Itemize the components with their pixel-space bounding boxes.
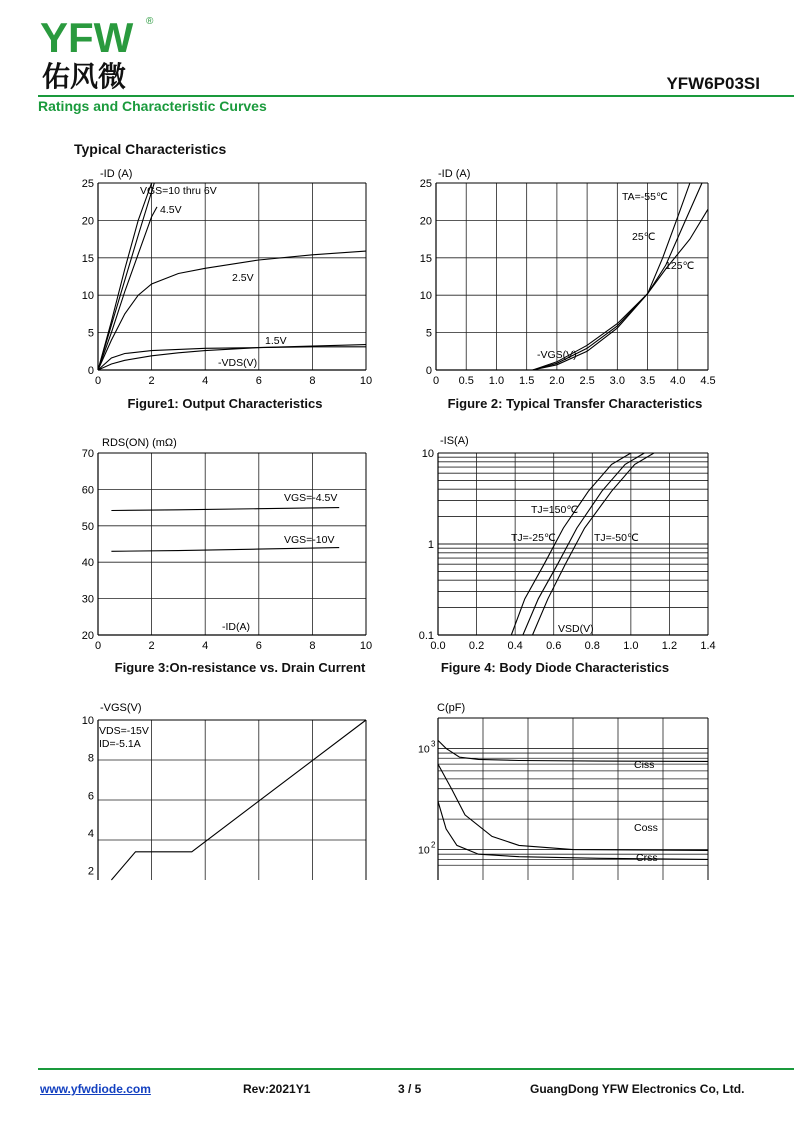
fig1-ylabel: -ID (A)	[100, 168, 133, 180]
fig2-xtick-label: 3.5	[639, 375, 656, 387]
fig5-ytick-label: 2	[87, 865, 94, 878]
fig5-ytick-label: 10	[81, 715, 94, 727]
fig6-label-c3: Crss	[636, 852, 658, 864]
fig1-xtick-label: 8	[309, 375, 316, 387]
fig1-label-c2: 4.5V	[160, 204, 182, 216]
fig1-ytick-label: 0	[87, 365, 94, 377]
fig3-label-c2: VGS=-10V	[284, 534, 335, 546]
part-number: YFW6P03SI	[666, 74, 760, 93]
fig2-label-c1: TA=-55℃	[622, 191, 668, 203]
fig2-xtick-label: 0	[432, 375, 440, 387]
fig1-xtick-label: 4	[202, 375, 209, 387]
fig3-series-0	[111, 508, 339, 511]
fig1-xtick-label: 0	[94, 375, 102, 387]
fig3-xtick-label: 2	[148, 640, 155, 652]
fig2-ytick-label: 20	[419, 215, 432, 228]
fig6-ytick-exponent: 2	[431, 840, 436, 850]
fig6-ytick-exponent: 3	[431, 739, 436, 749]
revision: Rev:2021Y1	[243, 1082, 311, 1096]
fig1-label-c3: 2.5V	[232, 272, 254, 284]
fig4-ylabel: -IS(A)	[440, 435, 469, 447]
fig4-label-c1: TJ=150℃	[531, 504, 579, 516]
fig3-xtick-label: 4	[202, 640, 209, 652]
fig6-label-c1: Ciss	[634, 759, 655, 771]
fig1-label-c4: 1.5V	[265, 335, 287, 347]
fig3-xtick-label: 0	[94, 640, 102, 652]
fig2-series-2	[533, 209, 708, 370]
fig1-xlabel: -VDS(V)	[218, 357, 258, 369]
fig1-label-c1: VGS=10 thru 6V	[140, 185, 217, 197]
fig6-ytick-label: 10	[418, 743, 430, 756]
fig3-ytick-label: 60	[81, 484, 94, 497]
fig3-ylabel: RDS(ON) (mΩ)	[102, 437, 177, 449]
fig3-xtick-label: 8	[309, 640, 316, 652]
fig3-ytick-label: 70	[81, 448, 94, 460]
fig1-ytick-label: 5	[87, 327, 94, 340]
fig3-xtick-label: 6	[255, 640, 262, 652]
fig2-ylabel: -ID (A)	[438, 168, 471, 180]
fig2-ytick-label: 10	[419, 290, 432, 303]
footer-rule	[38, 1068, 794, 1070]
fig3-xtick-label: 10	[359, 640, 373, 652]
fig3-label-c1: VGS=-4.5V	[284, 492, 338, 504]
fig1-ytick-label: 20	[81, 215, 94, 228]
fig1-xtick-label: 6	[255, 375, 262, 387]
fig3-ytick-label: 40	[81, 557, 94, 570]
fig1-ytick-label: 15	[81, 252, 94, 265]
fig2-caption: Figure 2: Typical Transfer Characteristics	[447, 396, 703, 411]
fig2-label-c3: 125℃	[665, 260, 695, 272]
fig2-xtick-label: 1.5	[519, 375, 535, 387]
fig2-xtick-label: 3.0	[609, 375, 625, 387]
fig3-series-1	[111, 548, 339, 552]
fig4-xtick-label: 1.2	[661, 640, 678, 652]
fig2-xtick-label: 0.5	[458, 375, 474, 387]
fig2-xtick-label: 2.0	[549, 375, 565, 387]
fig2-xtick-label: 4.0	[670, 375, 686, 387]
fig2-xtick-label: 2.5	[579, 375, 595, 387]
fig4-xtick-label: 0.2	[468, 640, 485, 652]
fig4-label-c2: TJ=-25℃	[511, 532, 556, 544]
fig3-xlabel: -ID(A)	[222, 621, 250, 633]
fig1-xtick-label: 10	[359, 375, 373, 387]
fig4-xtick-label: 1.4	[700, 640, 716, 652]
fig2-ytick-label: 15	[419, 252, 432, 265]
fig6-label-c2: Coss	[634, 822, 658, 834]
fig4-xtick-label: 0.6	[546, 640, 562, 652]
fig6-ylabel: C(pF)	[437, 702, 466, 714]
fig4-caption: Figure 4: Body Diode Characteristics	[440, 660, 670, 675]
fig4-xtick-label: 0.8	[584, 640, 600, 652]
fig2-ytick-label: 0	[425, 365, 432, 377]
fig3-ytick-label: 20	[81, 630, 94, 642]
logo-registered: ®	[146, 16, 154, 27]
fig1-caption: Figure1: Output Characteristics	[127, 396, 323, 411]
fig5-annot-1: VDS=-15V	[99, 725, 149, 737]
fig5-ytick-label: 6	[87, 790, 94, 803]
fig1-series-2	[98, 207, 157, 370]
fig4-xtick-label: 1.0	[623, 640, 639, 652]
fig4-xlabel: VSD(V)	[558, 623, 594, 635]
fig5-ytick-label: 8	[87, 752, 94, 765]
fig3-ytick-label: 50	[81, 520, 94, 533]
fig2-xtick-label: 4.5	[700, 375, 716, 387]
website-link[interactable]: www.yfwdiode.com	[40, 1082, 151, 1096]
company-name: GuangDong YFW Electronics Co, Ltd.	[530, 1082, 745, 1096]
page-number: 3 / 5	[398, 1082, 422, 1096]
fig1-xtick-label: 2	[148, 375, 155, 387]
fig2-xlabel: -VGS(V)	[537, 349, 577, 361]
fig4-xtick-label: 0.4	[507, 640, 523, 652]
fig6-ytick-label: 10	[418, 844, 430, 857]
fig5-ytick-label: 4	[87, 827, 94, 840]
fig4-ytick-label: 0.1	[418, 630, 434, 642]
fig3-ytick-label: 30	[81, 593, 94, 606]
fig4-xtick-label: 0.0	[430, 640, 446, 652]
logo-chinese: 佑风微	[42, 60, 127, 92]
section-title: Ratings and Characteristic Curves	[38, 98, 267, 114]
fig4-ytick-label: 1	[427, 539, 434, 551]
typical-title: Typical Characteristics	[74, 141, 227, 157]
fig2-xtick-label: 1.0	[488, 375, 505, 387]
fig2-ytick-label: 5	[425, 327, 432, 340]
fig2-ytick-label: 25	[419, 178, 432, 190]
fig5-annot-2: ID=-5.1A	[99, 738, 141, 750]
fig2-series-0	[533, 183, 690, 370]
fig4-label-c3: TJ=-50℃	[594, 532, 639, 544]
fig5-ylabel: -VGS(V)	[100, 702, 142, 714]
fig4-ytick-label: 10	[421, 448, 434, 460]
logo-letters: YFW	[40, 14, 134, 61]
fig1-ytick-label: 10	[81, 290, 94, 303]
fig2-label-c2: 25℃	[632, 231, 656, 243]
fig1-ytick-label: 25	[81, 178, 94, 190]
fig1-series-1	[98, 183, 154, 370]
fig3-caption: Figure 3:On-resistance vs. Drain Current	[114, 660, 366, 675]
